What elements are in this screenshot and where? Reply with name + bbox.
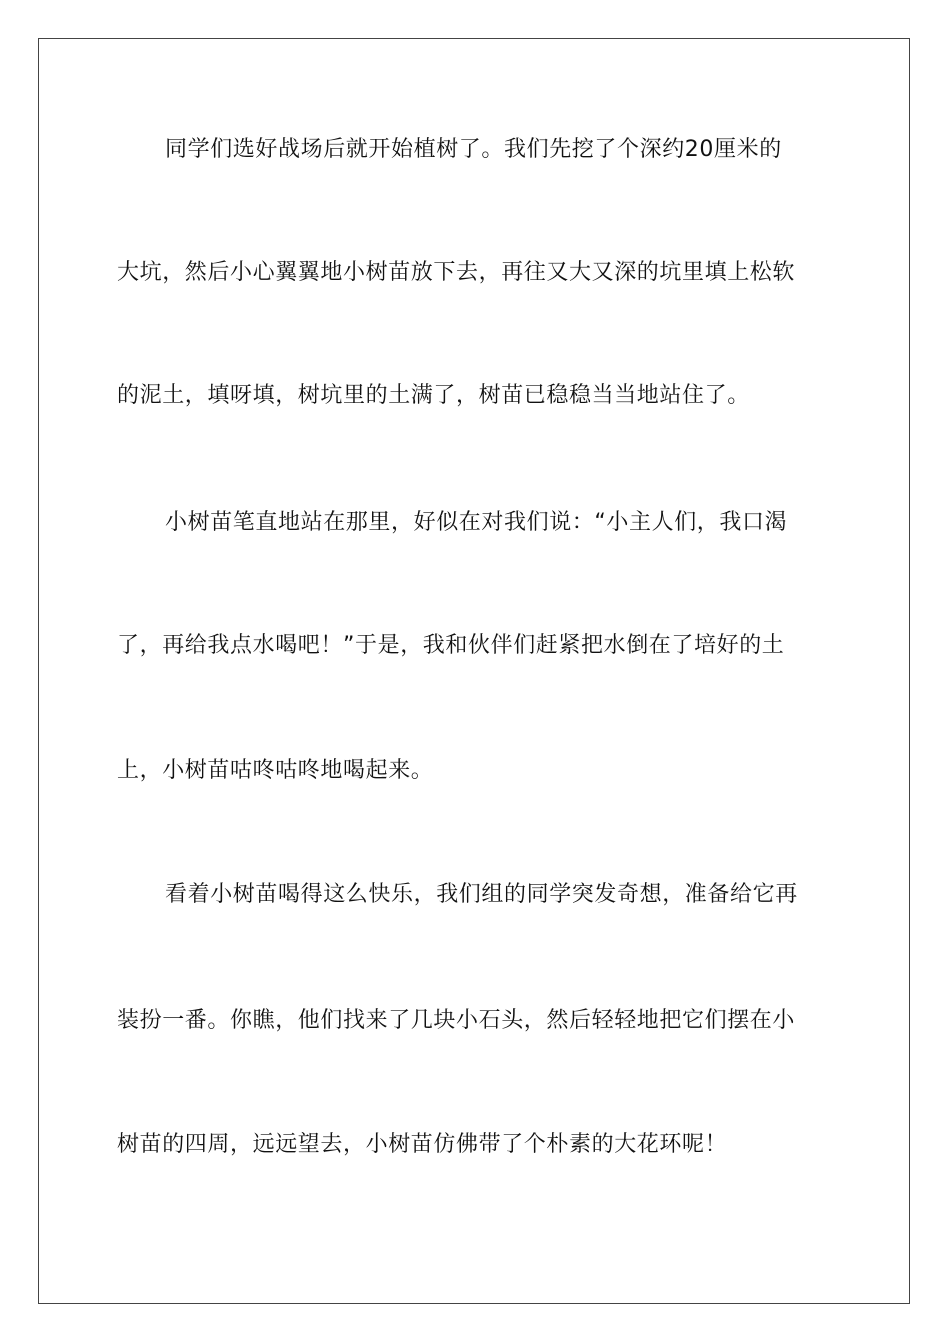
paragraph-line: 了，再给我点水喝吧！”于是，我和伙伴们赶紧把水倒在了培好的土 <box>117 633 785 658</box>
paragraph-line: 小树苗笔直地站在那里，好似在对我们说：“小主人们，我口渴 <box>165 510 788 535</box>
paragraph-line: 大坑，然后小心翼翼地小树苗放下去，再往又大又深的坑里填上松软 <box>117 260 796 285</box>
page-border <box>38 38 910 1304</box>
paragraph-line: 树苗的四周，远远望去，小树苗仿佛带了个朴素的大花环呢！ <box>117 1132 728 1157</box>
paragraph-line: 看着小树苗喝得这么快乐，我们组的同学突发奇想，准备给它再 <box>165 882 798 907</box>
paragraph-line: 上，小树苗咕咚咕咚地喝起来。 <box>117 758 434 783</box>
paragraph-line: 装扮一番。你瞧，他们找来了几块小石头，然后轻轻地把它们摆在小 <box>117 1008 796 1033</box>
paragraph-line: 的泥土，填呀填，树坑里的土满了，树苗已稳稳当当地站住了。 <box>117 383 750 408</box>
paragraph-line: 同学们选好战场后就开始植树了。我们先挖了个深约20厘米的 <box>165 137 782 162</box>
